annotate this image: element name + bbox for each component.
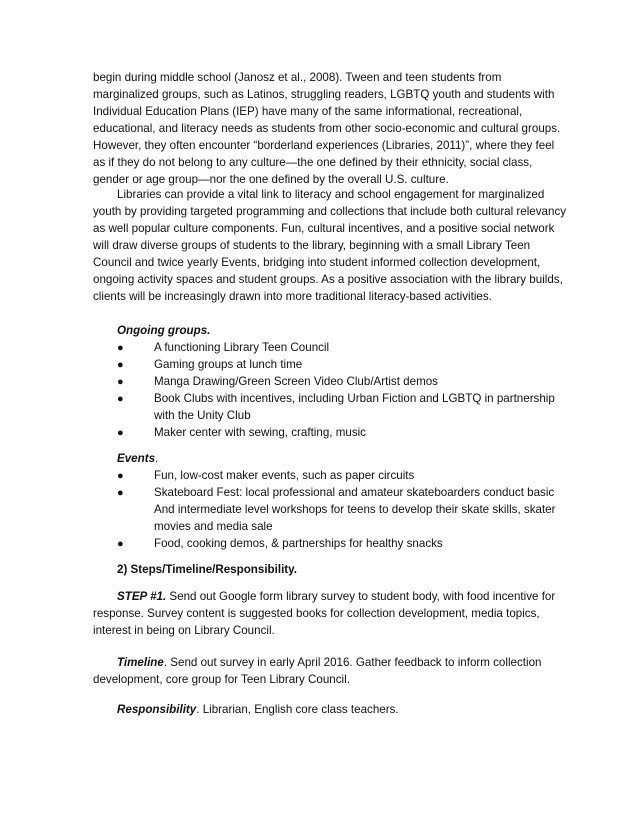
list-item: Fun, low-cost maker events, such as paper circuits <box>154 469 415 482</box>
ongoing-groups-heading: Ongoing groups. <box>117 324 211 337</box>
text-line: ongoing activity spaces and student groups. As a positive association with the library builds, <box>93 273 563 286</box>
text-line: clients will be increasingly drawn into more traditional literacy-based activities. <box>93 290 492 303</box>
text-line: Council and twice yearly Events, bridging into student informed collection development, <box>93 256 541 269</box>
text-line <box>117 589 555 605</box>
text-line: as well popular culture components. Fun, cultural incentives, and a positive social network <box>93 222 555 235</box>
step-1-text: Send out Google form library survey to student body, with food incentive for <box>166 590 556 603</box>
section-heading: 2) Steps/Timeline/Responsibility. <box>117 563 297 576</box>
list-item: Skateboard Fest: local professional and amateur skateboarders conduct basic <box>154 486 555 499</box>
timeline-text: . Send out survey in early April 2016. Gather feedback to inform collection <box>163 656 542 669</box>
bullet-icon: ● <box>117 376 124 388</box>
list-item: Book Clubs with incentives, including Urban Fiction and LGBTQ in partnership <box>154 392 555 405</box>
text-line: However, they often encounter “borderland experiences (Libraries, 2011)”, where they feel <box>93 139 555 152</box>
text-line: response. Survey content is suggested books for collection development, media topics, <box>93 607 540 620</box>
list-item: A functioning Library Teen Council <box>154 341 330 354</box>
bullet-icon: ● <box>117 487 124 499</box>
text-line: Individual Education Plans (IEP) have many of the same informational, recreational, <box>93 105 523 118</box>
text-line: begin during middle school (Janosz et al., 2008). Tween and teen students from <box>93 71 502 84</box>
text-line: educational, and literacy needs as students from other socio-economic and cultural groups. <box>93 122 561 135</box>
list-item: Gaming groups at lunch time <box>154 358 303 371</box>
text-line: youth by providing targeted programming and collections that include both cultural relevancy <box>93 205 567 218</box>
list-item: Manga Drawing/Green Screen Video Club/Artist demos <box>154 375 438 388</box>
responsibility-text: . Librarian, English core class teachers. <box>196 703 399 716</box>
bullet-icon: ● <box>117 427 124 439</box>
text-line <box>117 702 399 718</box>
events-heading <box>117 451 158 467</box>
text-line: will draw diverse groups of students to the library, beginning with a small Library Teen <box>93 239 531 252</box>
text-line: gender or age group—nor the one defined by the overall U.S. culture. <box>93 173 449 186</box>
list-item-continuation: And intermediate level workshops for teens to develop their skate skills, skater <box>154 503 556 516</box>
text-line <box>117 655 541 671</box>
events-heading-label: Events <box>117 452 156 465</box>
bullet-icon: ● <box>117 359 124 371</box>
text-line: interest in being on Library Council. <box>93 624 275 637</box>
step-1-label: STEP #1. <box>117 590 167 603</box>
list-item-continuation: with the Unity Club <box>154 409 251 422</box>
list-item: Food, cooking demos, & partnerships for healthy snacks <box>154 537 443 550</box>
bullet-icon: ● <box>117 393 124 405</box>
responsibility-label: Responsibility <box>117 703 197 716</box>
text-line: marginalized groups, such as Latinos, struggling readers, LGBTQ youth and students with <box>93 88 555 101</box>
list-item: Maker center with sewing, crafting, music <box>154 426 366 439</box>
text-line: as if they do not belong to any culture—the one defined by their ethnicity, social class, <box>93 156 533 169</box>
events-heading-dot: . <box>155 452 159 465</box>
timeline-label: Timeline <box>117 656 164 669</box>
text-line: Libraries can provide a vital link to literacy and school engagement for marginalized <box>117 188 545 201</box>
bullet-icon: ● <box>117 470 124 482</box>
bullet-icon: ● <box>117 342 124 354</box>
bullet-icon: ● <box>117 538 124 550</box>
list-item-continuation: movies and media sale <box>154 520 273 533</box>
text-line: development, core group for Teen Library Council. <box>93 673 350 686</box>
